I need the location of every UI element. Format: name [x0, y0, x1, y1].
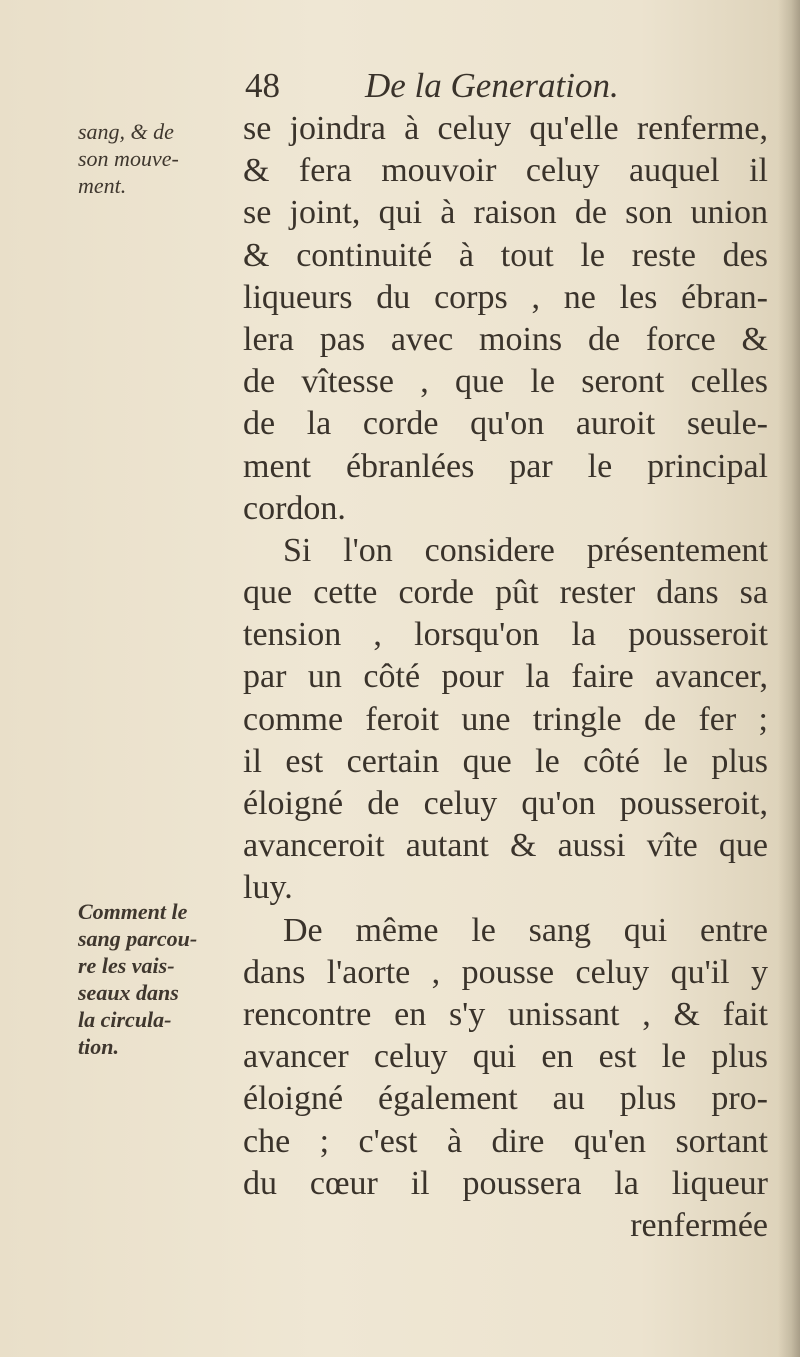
text-line: par un côté pour la faire avancer, — [243, 658, 768, 696]
margin-note-1 — [78, 118, 238, 199]
text-line: cordon. — [243, 489, 346, 527]
text-line: avancer celuy qui en est le plus — [243, 1038, 768, 1076]
text-line: éloigné également au plus pro- — [243, 1080, 768, 1118]
text-line: se joint, qui à raison de son union — [243, 194, 768, 232]
text-line: luy. — [243, 869, 293, 907]
text-line: Si l'on considere présentement — [283, 531, 768, 569]
text-line: De même le sang qui entre — [283, 911, 768, 949]
margin-note-line: sang parcou- — [78, 926, 198, 951]
body-text — [243, 108, 768, 1247]
text-line: & fera mouvoir celuy auquel il — [243, 152, 768, 190]
margin-note-line: re les vais- — [78, 953, 175, 978]
text-line: tension , lorsqu'on la pousseroit — [243, 616, 768, 654]
text-line: se joindra à celuy qu'elle renferme, — [243, 110, 768, 147]
margin-note-2 — [78, 898, 238, 1060]
text-line: comme feroit une tringle de fer ; — [243, 700, 768, 738]
margin-note-line: son mouve- — [78, 146, 179, 171]
text-line: che ; c'est à dire qu'en sortant — [243, 1122, 768, 1160]
text-line: de vîtesse , que le seront celles — [243, 363, 768, 401]
margin-note-line: ment. — [78, 173, 127, 198]
text-line: ment ébranlées par le principal — [243, 447, 768, 485]
text-line: il est certain que le côté le plus — [243, 742, 768, 780]
page-number: 48 — [245, 66, 280, 105]
text-line: de la corde qu'on auroit seule- — [243, 405, 768, 443]
text-line: que cette corde pût rester dans sa — [243, 574, 768, 612]
text-line: avanceroit autant & aussi vîte que — [243, 827, 768, 865]
margin-note-line: seaux dans — [78, 980, 179, 1005]
margin-note-line: Comment le — [78, 899, 188, 924]
page-edge-shadow — [778, 0, 800, 1357]
text-line: lera pas avec moins de force & — [243, 320, 768, 358]
text-line: dans l'aorte , pousse celuy qu'il y — [243, 953, 768, 991]
catchword: renfermée — [630, 1206, 768, 1244]
text-line: éloigné de celuy qu'on pousseroit, — [243, 785, 768, 822]
text-line: rencontre en s'y unissant , & fait — [243, 995, 768, 1033]
text-line: liqueurs du corps , ne les ébran- — [243, 278, 768, 316]
margin-note-line: la circula- — [78, 1007, 172, 1032]
text-line: du cœur il poussera la liqueur — [243, 1164, 768, 1202]
text-line: & continuité à tout le reste des — [243, 236, 768, 274]
margin-note-line: sang, & de — [78, 119, 174, 144]
running-title: De la Generation. — [365, 66, 619, 105]
margin-note-line: tion. — [78, 1034, 119, 1059]
